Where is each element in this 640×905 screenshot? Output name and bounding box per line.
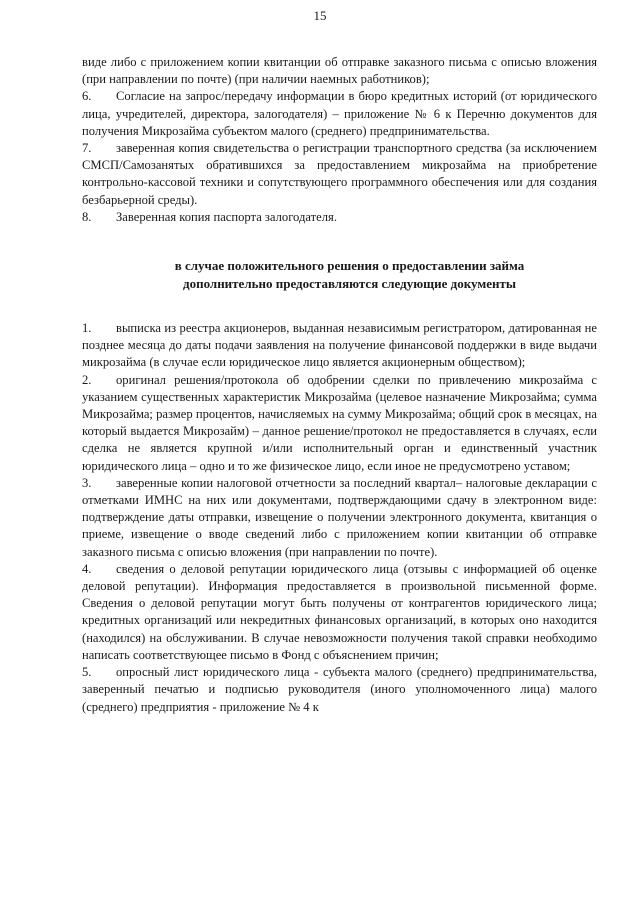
list-item-text: заверенные копии налоговой отчетности за последний квартал– налоговые декларации с отметками ИМНС на них или документами, подтверждающими сдачу в электронном виде: подтверждение даты отправки, извещение о получении электронного документа, квитанция о приеме, извещение о вводе сведений либо с приложением копии квитанции об отправке заказного письма с описью вложения (при направлении по почте). bbox=[82, 475, 597, 559]
intro-continuation: виде либо с приложением копии квитанции об отправке заказного письма с описью вложения (при направлении по почте) (при наличии наемных работников); bbox=[82, 55, 597, 87]
list-item-number: 2. bbox=[82, 372, 92, 387]
list-item-text: Согласие на запрос/передачу информации в бюро кредитных историй (от юридического лица, учредителей, директора, залогодателя) – приложение № 6 к Перечню документов для получения Микрозайма субъектом малого (среднего) предпринимательства. bbox=[82, 89, 597, 138]
list-item-text: Заверенная копия паспорта залогодателя. bbox=[116, 209, 337, 224]
section-heading bbox=[82, 257, 597, 293]
list-item-number: 7. bbox=[82, 141, 92, 156]
list-item-number: 5. bbox=[82, 665, 92, 680]
list-item-number: 6. bbox=[82, 89, 92, 104]
required-documents-list bbox=[82, 88, 597, 226]
list-item bbox=[82, 475, 597, 561]
page-number: 15 bbox=[313, 8, 327, 23]
list-item bbox=[82, 320, 597, 372]
list-item bbox=[82, 140, 597, 209]
list-item-text: заверенная копия свидетельства о регистрации транспортного средства (за исключением СМСП/Самозанятых обратившихся за предоставлением микрозайма на приобретение контрольно-кассовой техники и сопутствующего программного обеспечения или для создания безбарьерной среды). bbox=[82, 141, 597, 207]
section-heading-line-2: дополнительно предоставляются следующие документы bbox=[183, 276, 516, 292]
list-item-text: оригинал решения/протокола об одобрении сделки по привлечению микрозайма с указанием существенных характеристик Микрозайма (целевое назначение Микрозайма; сумма Микрозайма; размер процентов, начисляемых на сумму Микрозайма; общий срок в месяцах, на который выдается Микрозайм) – данное решение/протокол не предоставляется в случаях, если сделка не является крупной и/или исполнительный орган и единственный участник юридического лица – одно и то же физическое лицо, если иное не предусмотрено уставом; bbox=[82, 372, 597, 473]
section-heading-line-1: в случае положительного решения о предоставлении займа bbox=[174, 258, 525, 274]
list-item-number: 3. bbox=[82, 475, 92, 490]
list-item bbox=[82, 372, 597, 475]
list-item-text: выписка из реестра акционеров, выданная независимым регистратором, датированная не позднее месяца до даты подачи заявления на получение финансовой поддержки в виде выдачи микрозайма (в случае если юридическое лицо является акционерным обществом); bbox=[82, 321, 597, 370]
list-item-number: 8. bbox=[82, 209, 92, 224]
list-item bbox=[82, 209, 597, 226]
list-item bbox=[82, 561, 597, 664]
list-item-text: сведения о деловой репутации юридического лица (отзывы с информацией об оценке деловой репутации). Информация предоставляется в произвольной письменной форме. Сведения о деловой репутации могут быть получены от контрагентов юридического лица; кредитных организаций или некредитных финансовых организаций, в которых оно находится (находился) на обслуживании. В случае невозможности получения такой справки необходимо написать соответствующее письмо в Фонд с объяснением причин; bbox=[82, 561, 597, 662]
additional-documents-list bbox=[82, 320, 597, 716]
list-item-number: 4. bbox=[82, 561, 92, 576]
list-item-text: опросный лист юридического лица - субъекта малого (среднего) предпринимательства, заверенный печатью и подписью руководителя (иного уполномоченного лица) малого (среднего) предприятия - приложение № 4 к bbox=[82, 665, 597, 714]
document-body bbox=[82, 54, 597, 716]
list-item bbox=[82, 88, 597, 140]
list-item bbox=[82, 664, 597, 716]
list-item-number: 1. bbox=[82, 321, 92, 336]
